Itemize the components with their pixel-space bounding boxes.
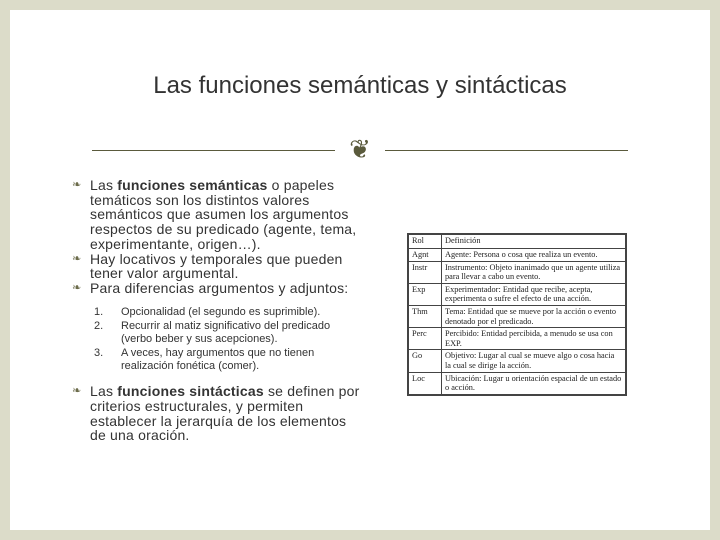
table-row	[409, 261, 626, 283]
bullet-list	[72, 178, 362, 443]
table-cell-role: Perc	[409, 328, 442, 350]
bullet-item	[72, 252, 362, 281]
table-cell-definition: Percibido: Entidad percibida, a menudo se usa con EXP.	[442, 328, 626, 350]
bullet-item	[72, 384, 362, 443]
table-row	[409, 350, 626, 372]
table-header-cell: Rol	[409, 235, 442, 249]
table-cell-role: Agnt	[409, 249, 442, 262]
table-cell-role: Go	[409, 350, 442, 372]
bullet-text-strong: funciones semánticas	[117, 177, 268, 193]
scroll-bullet-icon: ❧	[72, 251, 82, 265]
table-cell-definition: Ubicación: Lugar u orientación espacial de un estado o acción.	[442, 372, 626, 394]
scroll-bullet-icon: ❧	[72, 280, 82, 294]
item-text: Opcionalidad (el segundo es suprimible).	[121, 305, 321, 318]
table-header-cell: Definición	[442, 235, 626, 249]
table-cell-definition: Agente: Persona o cosa que realiza un evento.	[442, 249, 626, 262]
bullet-item	[72, 178, 362, 252]
table-row	[409, 328, 626, 350]
table-cell-definition: Instrumento: Objeto inanimado que un agente utiliza para llevar a cabo un evento.	[442, 261, 626, 283]
table-cell-role: Exp	[409, 283, 442, 305]
table-cell-definition: Experimentador: Entidad que recibe, acepta, experimenta o sufre el efecto de una acción.	[442, 283, 626, 305]
table-cell-definition: Tema: Entidad que se mueve por la acción o evento denotado por el predicado.	[442, 305, 626, 327]
roles-table	[407, 233, 627, 396]
scroll-bullet-icon: ❧	[72, 384, 82, 398]
table-header-row	[409, 235, 626, 249]
bullet-text-post: se definen por criterios estructurales, y permiten establecer la jerarquía de los elementos de una oración.	[90, 383, 360, 444]
item-text: Recurrir al matiz significativo del predicado (verbo beber y sus acepciones).	[121, 320, 331, 345]
bullet-text: Para diferencias argumentos y adjuntos:	[90, 279, 349, 296]
table-cell-role: Thm	[409, 305, 442, 327]
divider-right	[385, 150, 628, 151]
bullet-text-strong: funciones sintácticas	[117, 383, 264, 400]
table-row	[409, 305, 626, 327]
numbered-item	[90, 320, 362, 345]
item-number: 1.	[94, 305, 104, 318]
numbered-item	[90, 306, 362, 319]
table-cell-definition: Objetivo: Lugar al cual se mueve algo o cosa hacia la cual se dirige la acción.	[442, 350, 626, 372]
item-number: 2.	[94, 320, 104, 333]
table-row	[409, 249, 626, 262]
scroll-ornament-icon: ❦	[349, 135, 371, 165]
scroll-bullet-icon: ❧	[72, 178, 82, 191]
numbered-item	[90, 347, 362, 372]
bullet-text-pre: Las	[90, 177, 118, 193]
divider-left	[92, 150, 335, 151]
table-row	[409, 372, 626, 394]
item-text: A veces, hay argumentos que no tienen realización fonética (comer).	[121, 347, 315, 372]
bullet-text-pre: Las	[90, 383, 118, 400]
bullet-text-post: o papeles temáticos son los distintos valores semánticos que asumen los argumentos respectos de su predicado (agente, tema, experimentante, origen…).	[90, 177, 357, 252]
bullet-text: Hay locativos y temporales que pueden tener valor argumental.	[90, 250, 343, 282]
table-cell-role: Instr	[409, 261, 442, 283]
table-row	[409, 283, 626, 305]
bullet-item	[72, 281, 362, 296]
slide-title: Las funciones semánticas y sintácticas	[153, 72, 567, 99]
item-number: 3.	[94, 347, 104, 360]
numbered-list	[72, 306, 362, 373]
table-cell-role: Loc	[409, 372, 442, 394]
